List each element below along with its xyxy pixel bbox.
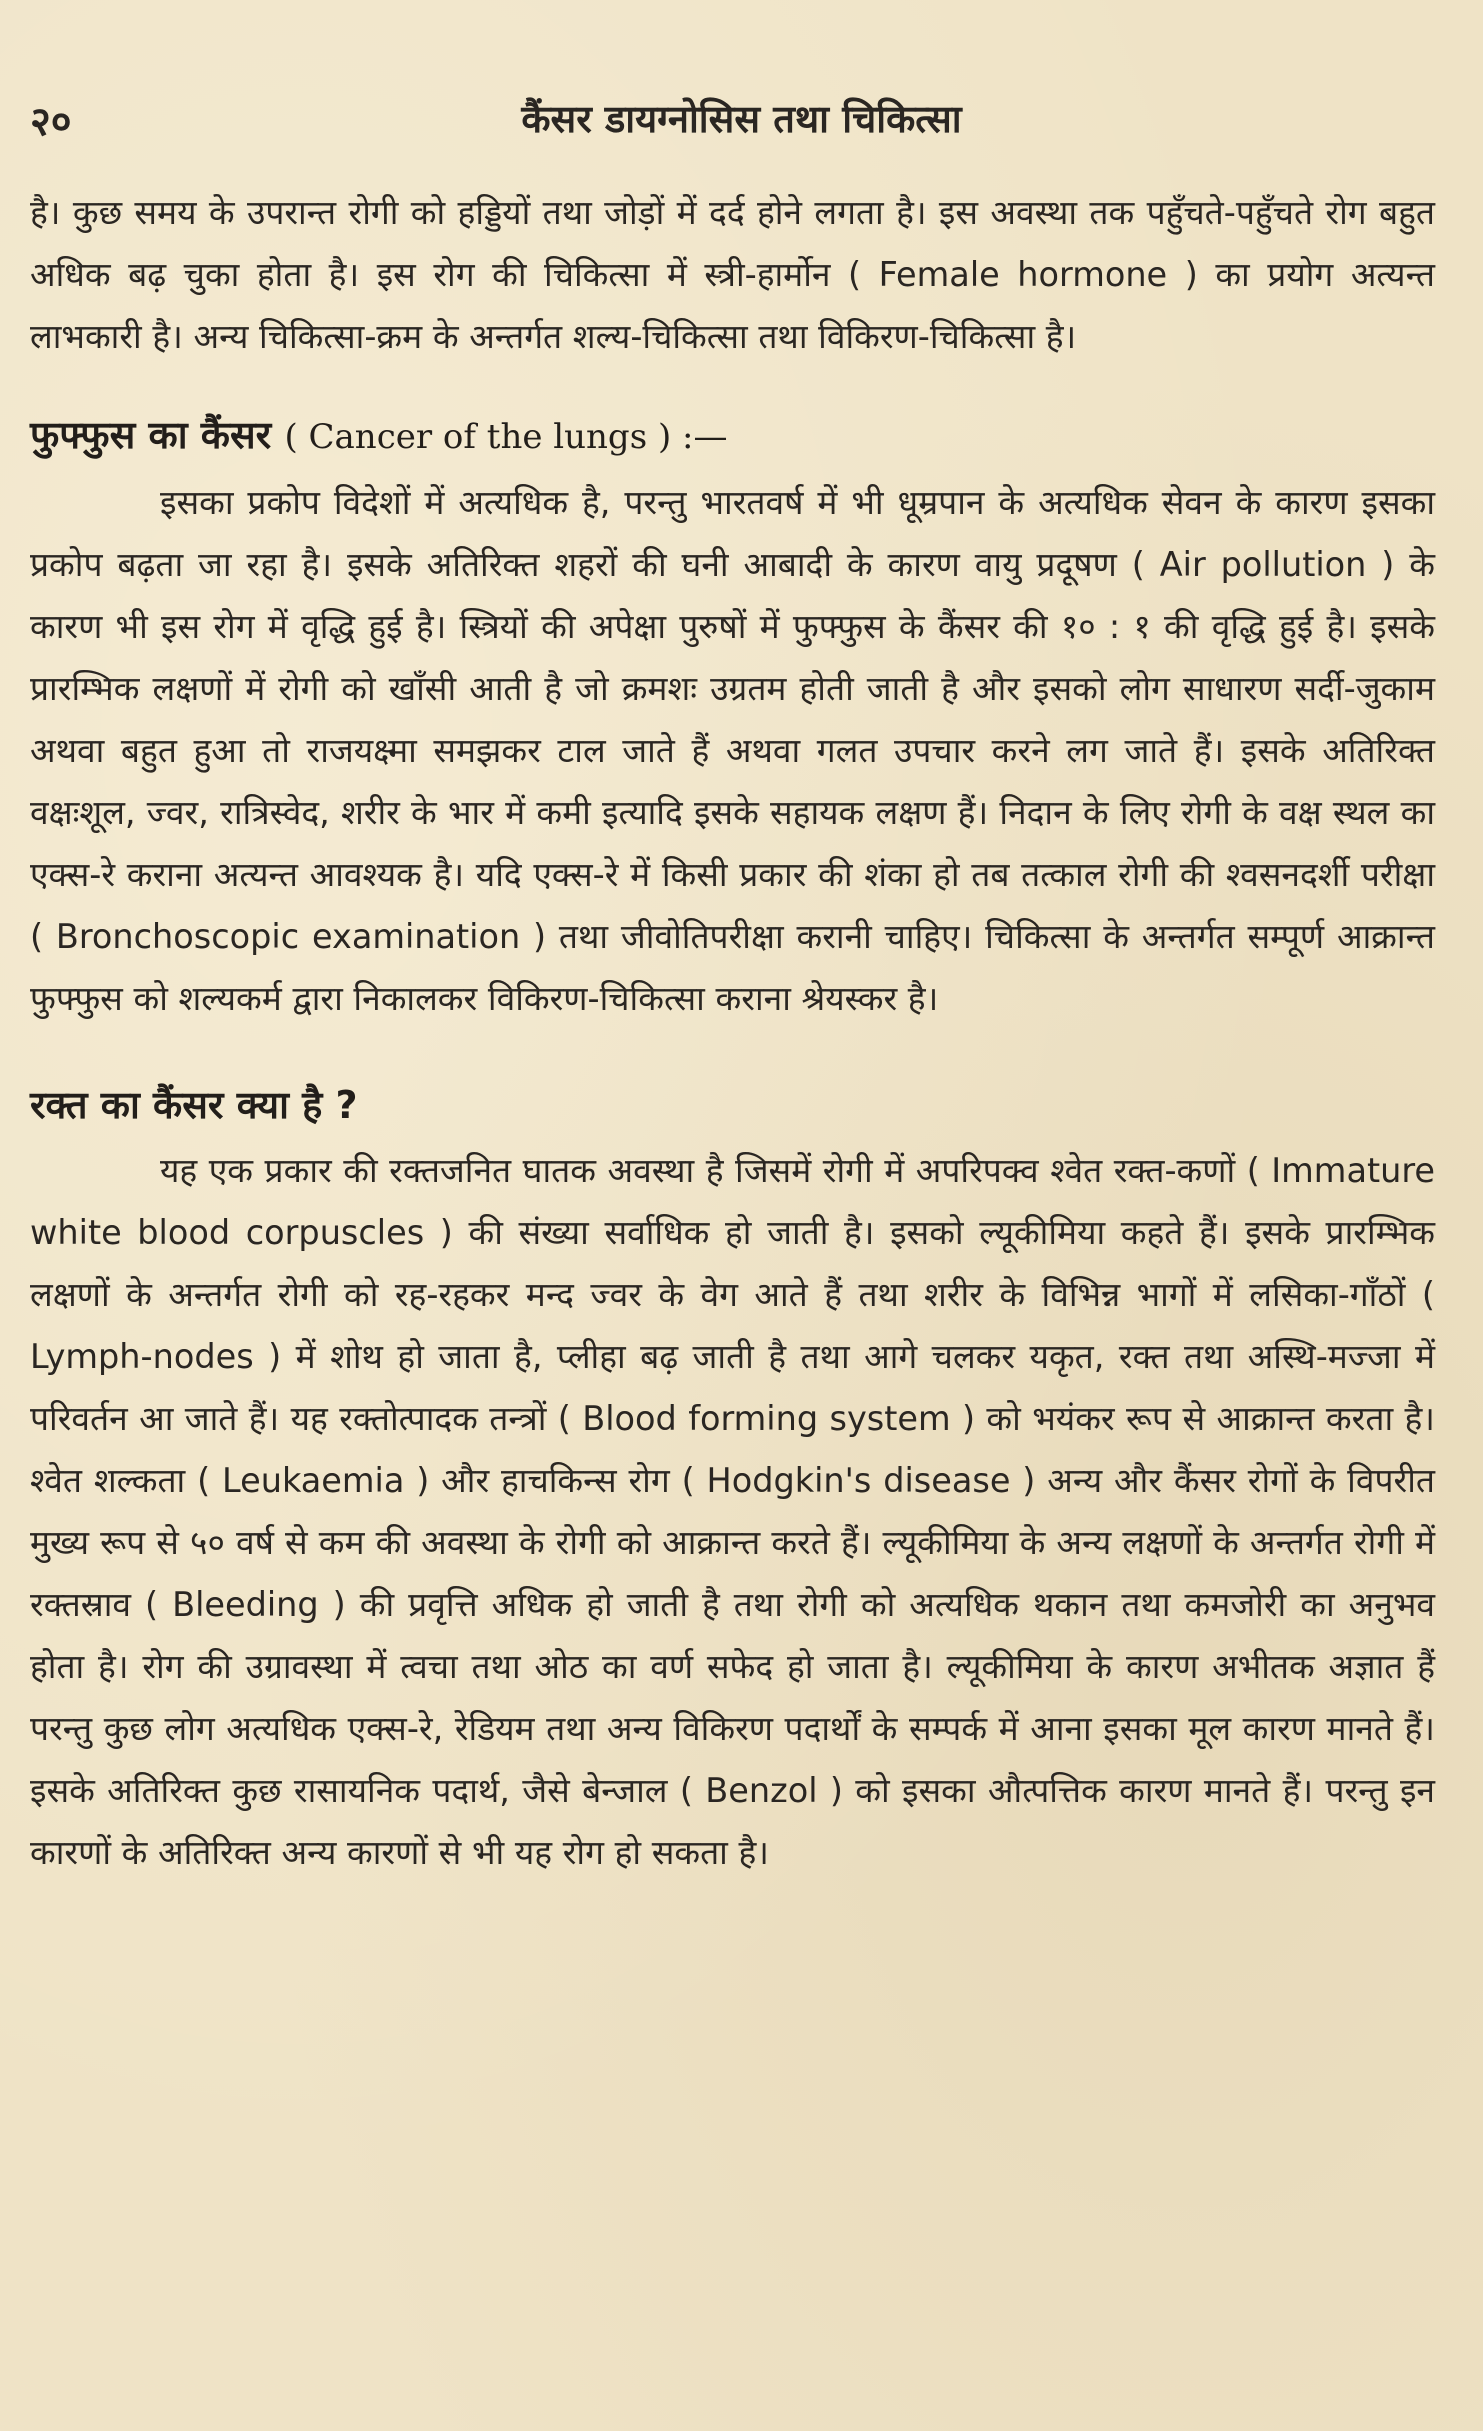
running-title: कैंसर डायग्नोसिस तथा चिकित्सा: [521, 97, 962, 141]
lungs-heading-english: ( Cancer of the lungs ) :—: [284, 417, 728, 457]
intro-paragraph: है। कुछ समय के उपरान्त रोगी को हड्डियों तथा जोड़ों में दर्द होने लगता है। इस अवस्था तक पहुँचते-पहुँचते रोग बहुत अधिक बढ़ चुका होता है। इस रोग की चिकित्सा में स्त्री-हार्मोन ( Female hormone ) का प्रयोग अत्यन्त लाभकारी है। अन्य चिकित्सा-क्रम के अन्तर्गत शल्य-चिकित्सा तथा विकिरण-चिकित्सा है।: [30, 193, 1435, 356]
page-content: [30, 182, 1435, 1884]
blood-cancer-paragraph: यह एक प्रकार की रक्तजनित घातक अवस्था है जिसमें रोगी में अपरिपक्व श्वेत रक्त-कणों ( Immature white blood corpuscles ) की संख्या सर्वाधिक हो जाती है। इसको ल्यूकीमिया कहते हैं। इसके प्रारम्भिक लक्षणों के अन्तर्गत रोगी को रह-रहकर मन्द ज्वर के वेग आते हैं तथा शरीर के विभिन्न भागों में लसिका-गाँठों ( Lymph-nodes ) में शोथ हो जाता है, प्लीहा बढ़ जाती है तथा आगे चलकर यकृत, रक्त तथा अस्थि-मज्जा में परिवर्तन आ जाते हैं। यह रक्तोत्पादक तन्त्रों ( Blood forming system ) को भयंकर रूप से आक्रान्त करता है। श्वेत शल्कता ( Leukaemia ) और हाचकिन्स रोग ( Hodgkin's disease ) अन्य और कैंसर रोगों के विपरीत मुख्य रूप से ५० वर्ष से कम की अवस्था के रोगी को आक्रान्त करते हैं। ल्यूकीमिया के अन्य लक्षणों के अन्तर्गत रोगी में रक्तस्राव ( Bleeding ) की प्रवृत्ति अधिक हो जाती है तथा रोगी को अत्यधिक थकान तथा कमजोरी का अनुभव होता है। रोग की उग्रावस्था में त्वचा तथा ओठ का वर्ण सफेद हो जाता है। ल्यूकीमिया के कारण अभीतक अज्ञात हैं परन्तु कुछ लोग अत्यधिक एक्स-रे, रेडियम तथा अन्य विकिरण पदार्थों के सम्पर्क में आना इसका मूल कारण मानते हैं। इसके अतिरिक्त कुछ रासायनिक पदार्थ, जैसे बेन्जाल ( Benzol ) को इसका औत्पत्तिक कारण मानते हैं। परन्तु इन कारणों के अतिरिक्त अन्य कारणों से भी यह रोग हो सकता है।: [30, 1151, 1435, 1872]
lungs-cancer-paragraph: इसका प्रकोप विदेशों में अत्यधिक है, परन्तु भारतवर्ष में भी धूम्रपान के अत्यधिक सेवन के कारण इसका प्रकोप बढ़ता जा रहा है। इसके अतिरिक्त शहरों की घनी आबादी के कारण वायु प्रदूषण ( Air pollution ) के कारण भी इस रोग में वृद्धि हुई है। स्त्रियों की अपेक्षा पुरुषों में फुफ्फुस के कैंसर की १० : १ की वृद्धि हुई है। इसके प्रारम्भिक लक्षणों में रोगी को खाँसी आती है जो क्रमशः उग्रतम होती जाती है और इसको लोग साधारण सर्दी-जुकाम अथवा बहुत हुआ तो राजयक्ष्मा समझकर टाल जाते हैं अथवा गलत उपचार करने लग जाते हैं। इसके अतिरिक्त वक्षःशूल, ज्वर, रात्रिस्वेद, शरीर के भार में कमी इत्यादि इसके सहायक लक्षण हैं। निदान के लिए रोगी के वक्ष स्थल का एक्स-रे कराना अत्यन्त आवश्यक है। यदि एक्स-रे में किसी प्रकार की शंका हो तब तत्काल रोगी की श्वसनदर्शी परीक्षा ( Bronchoscopic examination ) तथा जीवोतिपरीक्षा करानी चाहिए। चिकित्सा के अन्तर्गत सम्पूर्ण आक्रान्त फुफ्फुस को शल्यकर्म द्वारा निकालकर विकिरण-चिकित्सा कराना श्रेयस्कर है।: [30, 483, 1435, 1018]
lungs-cancer-heading: [30, 400, 1435, 472]
page-number: २०: [30, 99, 72, 145]
lungs-heading-hindi: फुफ्फुस का कैंसर: [30, 413, 272, 457]
section-spacer: [30, 1030, 1435, 1070]
blood-cancer-heading: रक्त का कैंसर क्या है ?: [30, 1083, 358, 1127]
page-header: [30, 92, 1453, 152]
section-spacer: [30, 368, 1435, 400]
